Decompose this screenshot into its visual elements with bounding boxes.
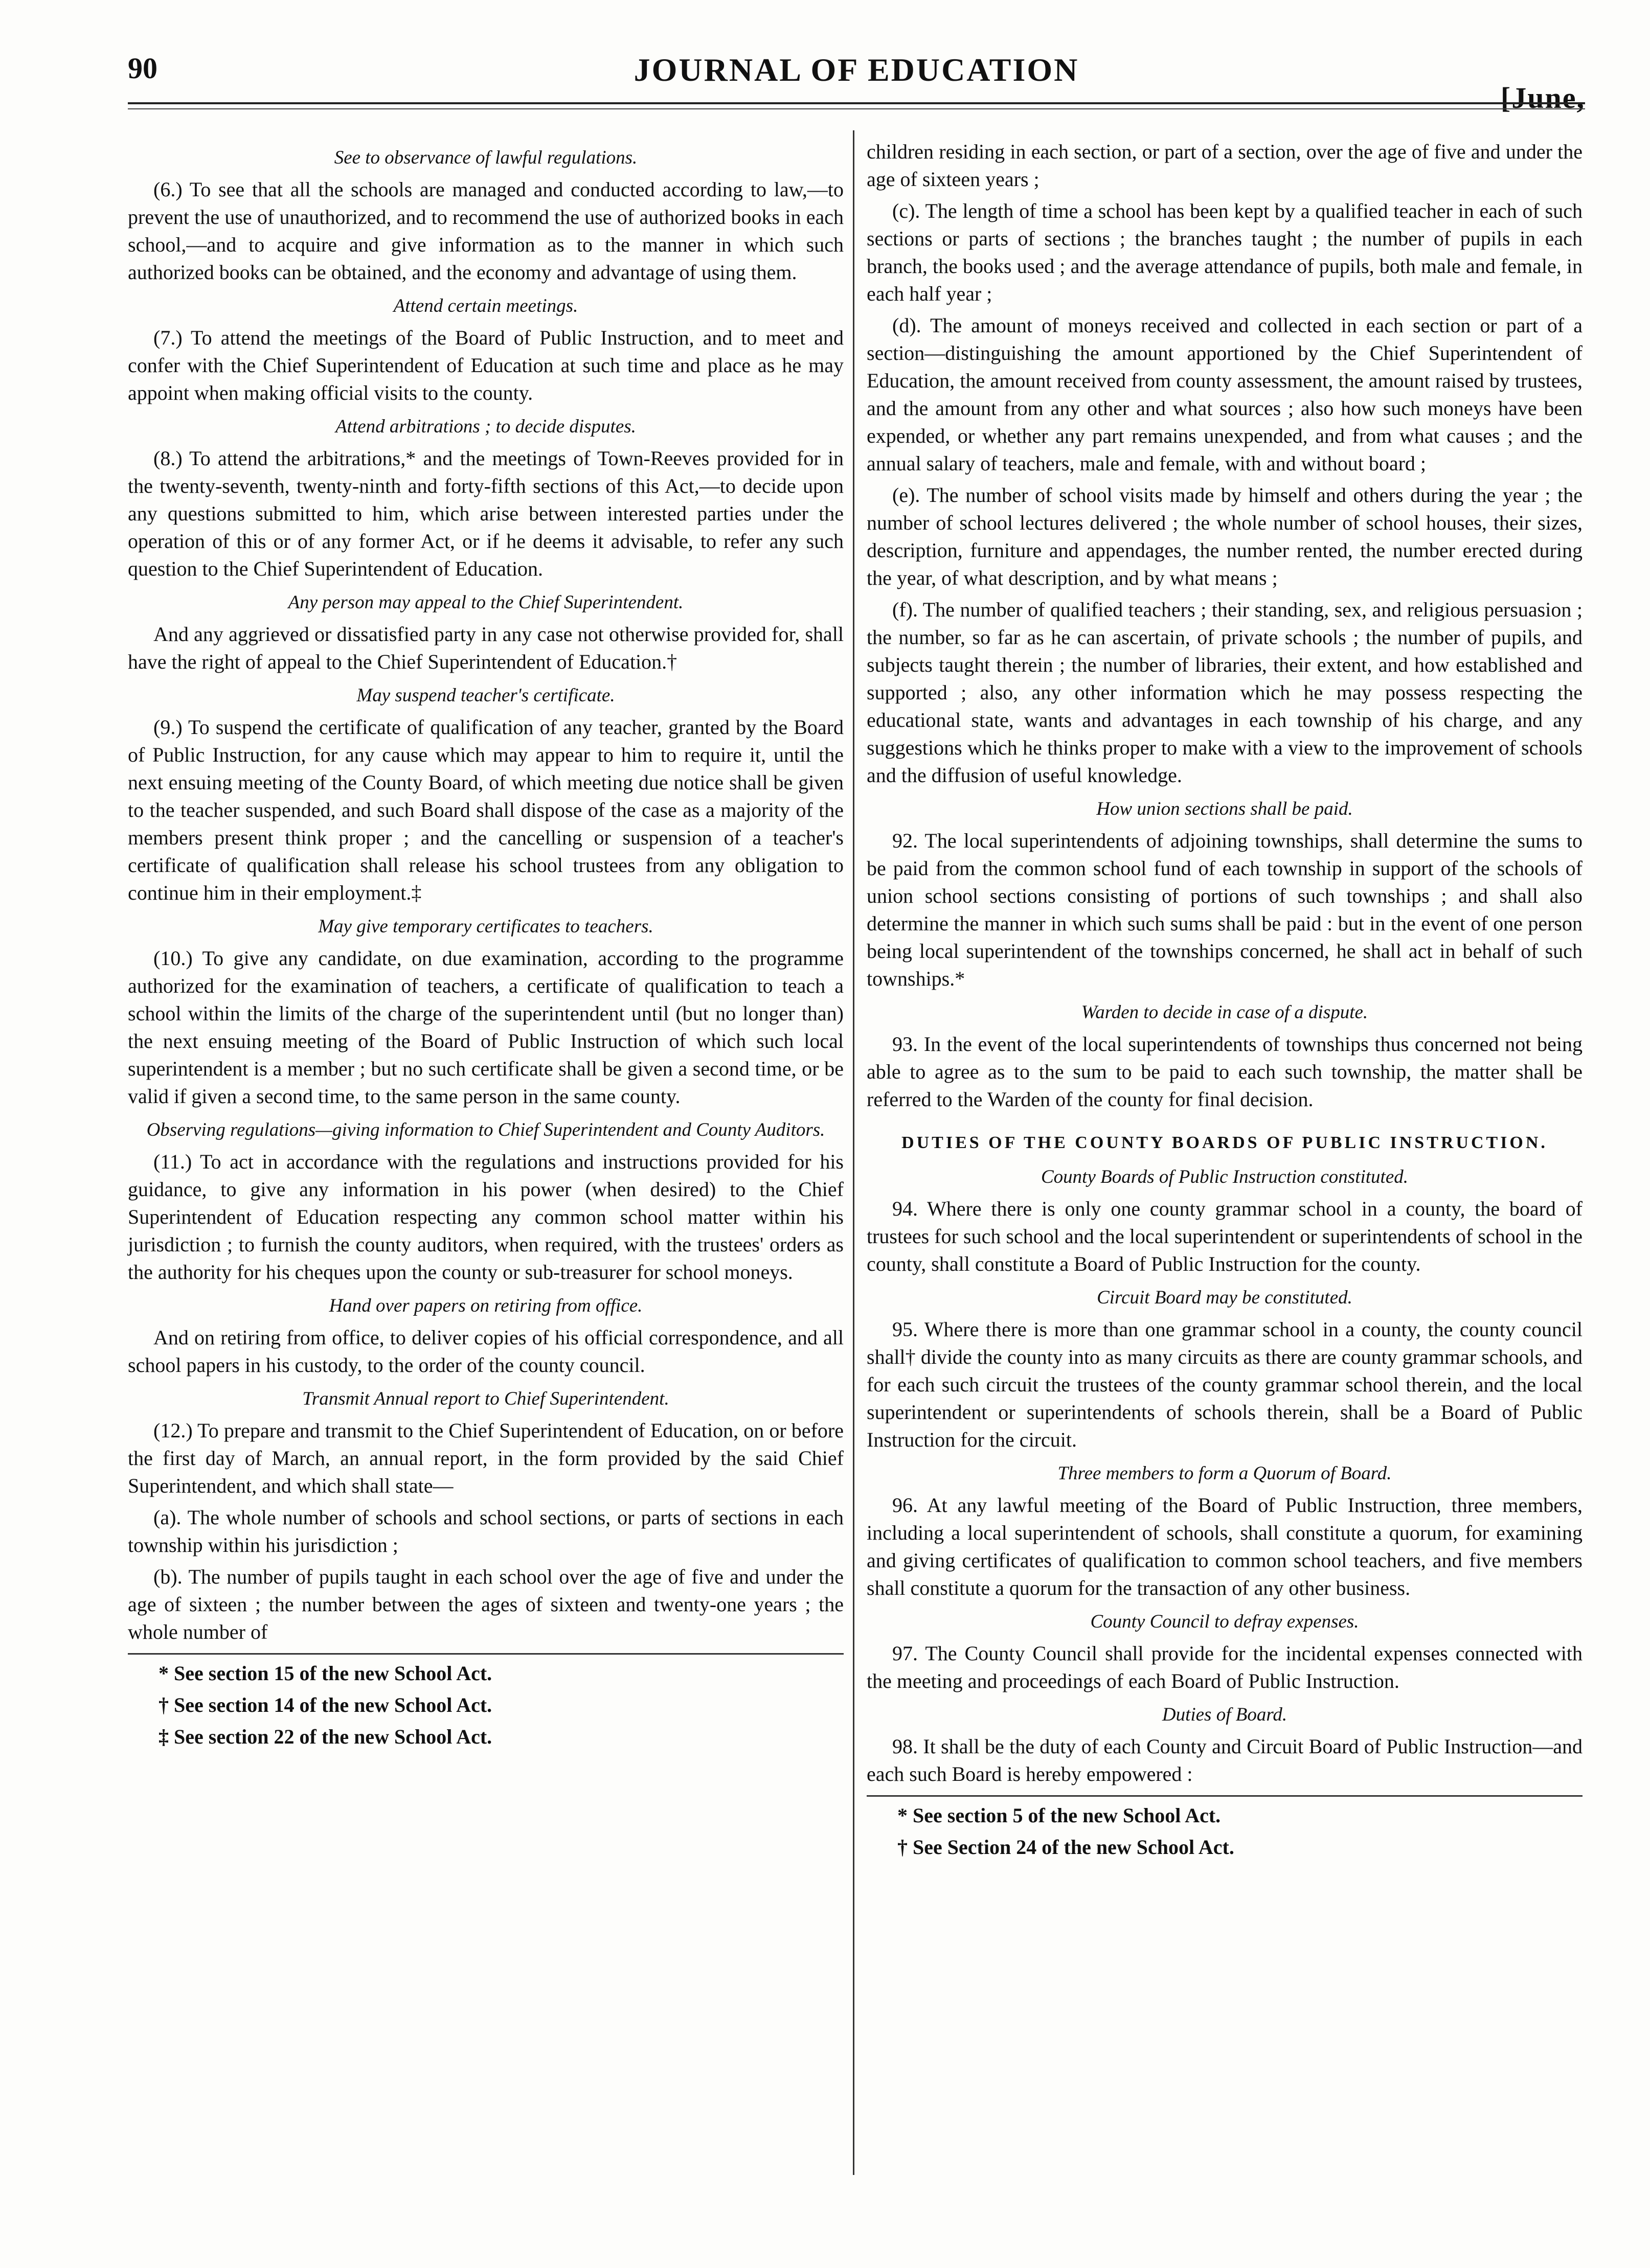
footnote: † See section 14 of the new School Act. bbox=[159, 1693, 492, 1716]
footnote: * See section 15 of the new School Act. bbox=[159, 1662, 492, 1685]
paragraph: (b). The number of pupils taught in each school over the age of five and under the age of sixteen ; the number between the ages of sixteen and twenty-one years ; the whole number of bbox=[128, 1565, 844, 1643]
paragraph: (10.) To give any candidate, on due examination, according to the programme authorized for the examination of teachers, a certificate of qualification to teach a school within the limits of the charge of the superintendent until (but no longer than) the next ensuing meeting of the Board of Public Instruction of which such local superintendent is a member ; but no such certificate shall be given a second time, or be valid if given a second time, to the same person in the same county. bbox=[128, 947, 844, 1108]
section-heading: DUTIES OF THE COUNTY BOARDS OF PUBLIC INSTRUCTION. bbox=[901, 1133, 1548, 1152]
side-heading: May give temporary certificates to teachers. bbox=[318, 916, 653, 937]
paragraph: (a). The whole number of schools and school sections, or parts of sections in each township within his jurisdiction ; bbox=[128, 1506, 844, 1556]
paragraph: (6.) To see that all the schools are managed and conducted according to law,—to prevent the use of unauthorized, and to recommend the use of authorized books in each school,—and to acquire and give information as to the manner in which such authorized books can be obtained, and the economy and advantage of using them. bbox=[128, 178, 844, 284]
page-number: 90 bbox=[128, 52, 157, 85]
paragraph: And on retiring from office, to deliver copies of his official correspondence, and all school papers in his custody, to the order of the county council. bbox=[128, 1326, 844, 1377]
issue-month: [June, bbox=[1500, 81, 1585, 114]
paragraph: (9.) To suspend the certificate of qualification of any teacher, granted by the Board of Public Instruction, for any cause which may appear to him to require it, until the next ensuing meeting of the County Board, of which meeting due notice shall be given to the teacher suspended, and such Board shall dispose of the case as a majority of the members present think proper ; and the cancelling or suspension of a teacher's certificate of qualification shall release his school trustees from any obligation to continue him in their employment.‡ bbox=[128, 716, 844, 904]
paragraph: 95. Where there is more than one grammar school in a county, the county council shall† divide the county into as many circuits as there are county grammar schools, and for each such circuit the trustees of the county grammar school therein, and the local superintendent or superintendents of schools therein, shall be a Board of Public Instruction for the circuit. bbox=[867, 1318, 1583, 1451]
paragraph: (8.) To attend the arbitrations,* and the meetings of Town-Reeves provided for in the twenty-seventh, twenty-ninth and forty-fifth sections of this Act,—to decide upon any questions submitted to him, which arise between interested parties under the operation of this or of any former Act, or if he deems it advisable, to refer any such question to the Chief Superintendent of Education. bbox=[128, 447, 844, 580]
footnote: * See section 5 of the new School Act. bbox=[897, 1804, 1221, 1827]
header-rule-thin bbox=[128, 108, 1585, 109]
side-heading: Three members to form a Quorum of Board. bbox=[1057, 1463, 1392, 1484]
right-column bbox=[867, 138, 1583, 1865]
header-rule bbox=[128, 102, 1585, 104]
paragraph: (e). The number of school visits made by himself and others during the year ; the number of school lectures delivered ; the whole number of school houses, their sizes, description, furniture and appendages, the number rented, the number erected during the year, of what description, and by what means ; bbox=[867, 484, 1583, 589]
side-heading: Transmit Annual report to Chief Superintendent. bbox=[302, 1388, 669, 1409]
paragraph: 98. It shall be the duty of each County and Circuit Board of Public Instruction—and each such Board is hereby empowered : bbox=[867, 1735, 1583, 1785]
side-heading: Warden to decide in case of a dispute. bbox=[1081, 1002, 1368, 1023]
footnote-rule bbox=[128, 1653, 844, 1655]
side-heading: Any person may appeal to the Chief Superintendent. bbox=[288, 592, 684, 613]
column-divider bbox=[853, 130, 854, 2175]
paragraph: (d). The amount of moneys received and collected in each section or part of a section—distinguishing the amount apportioned by the Chief Superintendent of Education, the amount received from county assessment, the amount raised by trustees, and the amount from any other and what sources ; also how such moneys have been expended, or whether any part remains unexpended, and from what causes ; and the annual salary of teachers, male and female, with and without board ; bbox=[867, 314, 1583, 475]
side-heading: Circuit Board may be constituted. bbox=[1097, 1287, 1352, 1308]
side-heading: See to observance of lawful regulations. bbox=[334, 147, 638, 168]
side-heading: Attend certain meetings. bbox=[393, 295, 578, 316]
journal-title: JOURNAL OF EDUCATION bbox=[634, 52, 1079, 88]
footnote-rule bbox=[867, 1795, 1583, 1797]
paragraph: 97. The County Council shall provide for the incidental expenses connected with the meeting and proceedings of each Board of Public Instruction. bbox=[867, 1642, 1583, 1692]
side-heading: Observing regulations—giving information to Chief Superintendent and County Auditors. bbox=[146, 1119, 825, 1140]
paragraph: (f). The number of qualified teachers ; their standing, sex, and religious persuasion ; the number, so far as he can ascertain, of private schools ; the number of pupils, and subjects taught therein ; the number of libraries, their extent, and how established and supported ; also, any other information which he may possess respecting the educational state, wants and advantages in each township of his charge, and any suggestions which he thinks proper to make with a view to the improvement of schools and the diffusion of useful knowledge. bbox=[867, 598, 1583, 787]
page-header bbox=[128, 51, 1585, 114]
paragraph: (c). The length of time a school has been kept by a qualified teacher in each of such sections or parts of sections ; the branches taught ; the number of pupils in each branch, the books used ; and the average attendance of pupils, both male and female, in each half year ; bbox=[867, 199, 1583, 305]
paragraph: (12.) To prepare and transmit to the Chief Superintendent of Education, on or before the first day of March, an annual report, in the form provided by the said Chief Superintendent, and which shall state— bbox=[128, 1419, 844, 1497]
footnote: † See Section 24 of the new School Act. bbox=[897, 1836, 1234, 1859]
paragraph: And any aggrieved or dissatisfied party in any case not otherwise provided for, shall have the right of appeal to the Chief Superintendent of Education.† bbox=[128, 623, 844, 673]
paragraph: 94. Where there is only one county grammar school in a county, the board of trustees for such school and the local superintendent or superintendents of school in the county, shall constitute a Board of Public Instruction for the county. bbox=[867, 1197, 1583, 1275]
left-column bbox=[128, 138, 844, 1755]
paragraph: 92. The local superintendents of adjoining townships, shall determine the sums to be paid from the common school fund of each township in support of the schools of union school sections consisting of portions of such townships ; and shall also determine the manner in which such sums shall be paid : but in the event of one person being local superintendent of the townships concerned, he shall act in behalf of such townships.* bbox=[867, 829, 1583, 990]
side-heading: How union sections shall be paid. bbox=[1096, 798, 1353, 819]
footnote: ‡ See section 22 of the new School Act. bbox=[159, 1725, 492, 1748]
side-heading: Hand over papers on retiring from office. bbox=[329, 1295, 643, 1316]
paragraph: (11.) To act in accordance with the regulations and instructions provided for his guidance, to give any information in his power (when desired) to the Chief Superintendent of Education respecting any common school matter within his jurisdiction ; to furnish the county auditors, when required, with the trustees' orders as the authority for his cheques upon the county or sub-treasurer for school moneys. bbox=[128, 1150, 844, 1284]
side-heading: Duties of Board. bbox=[1162, 1704, 1287, 1725]
side-heading: Attend arbitrations ; to decide disputes. bbox=[335, 416, 636, 437]
side-heading: May suspend teacher's certificate. bbox=[356, 685, 615, 706]
paragraph: 93. In the event of the local superintendents of townships thus concerned not being able to agree as to the sum to be paid to each such township, the matter shall be referred to the Warden of the county for final decision. bbox=[867, 1033, 1583, 1111]
paragraph: children residing in each section, or part of a section, over the age of five and under the age of sixteen years ; bbox=[867, 140, 1583, 191]
side-heading: County Council to defray expenses. bbox=[1090, 1611, 1359, 1632]
paragraph: (7.) To attend the meetings of the Board of Public Instruction, and to meet and confer with the Chief Superintendent of Education at such time and place as he may appoint when making official visits to the county. bbox=[128, 326, 844, 404]
paragraph: 96. At any lawful meeting of the Board of Public Instruction, three members, including a local superintendent of schools, shall constitute a quorum, for examining and giving certificates of qualification to common school teachers, and five members shall constitute a quorum for the transaction of any other business. bbox=[867, 1494, 1583, 1599]
side-heading: County Boards of Public Instruction constituted. bbox=[1041, 1166, 1408, 1187]
